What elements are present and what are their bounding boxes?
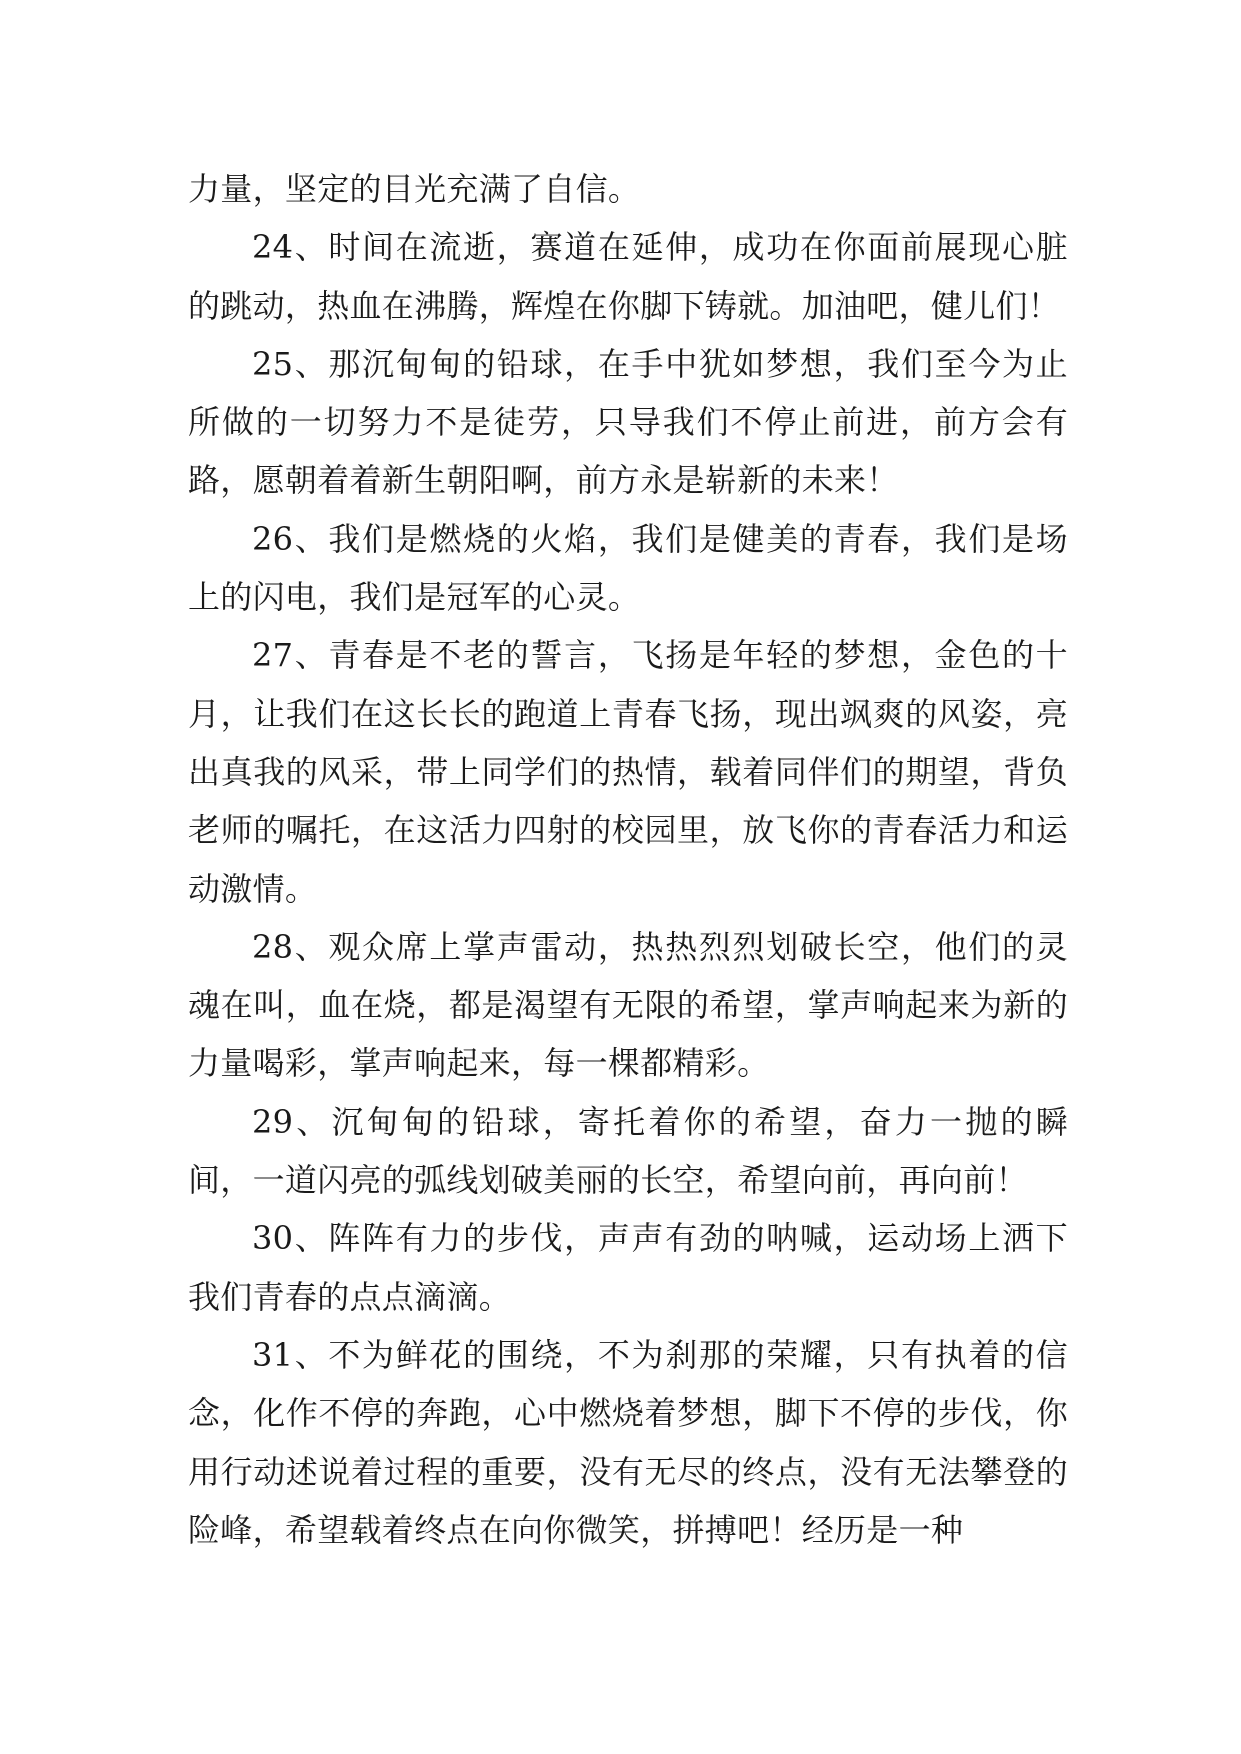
paragraph-27: 27、青春是不老的誓言，飞扬是年轻的梦想，金色的十月，让我们在这长长的跑道上青春飞扬，现出飒爽的风姿，亮出真我的风采，带上同学们的热情，载着同伴们的期望，背负老师的嘱托，在这活力四射的校园里，放飞你的青春活力和运动激情。 <box>188 636 1068 908</box>
paragraph-26: 26、我们是燃烧的火焰，我们是健美的青春，我们是场上的闪电，我们是冠军的心灵。 <box>188 519 1068 617</box>
paragraph-30: 30、阵阵有力的步伐，声声有劲的呐喊，运动场上洒下我们青春的点点滴滴。 <box>188 1219 1068 1316</box>
paragraph-29: 29、沉甸甸的铅球，寄托着你的希望，奋力一抛的瞬间，一道闪亮的弧线划破美丽的长空，希望向前，再向前！ <box>188 1102 1068 1200</box>
document-body <box>188 160 1068 1559</box>
paragraph-continuation: 力量，坚定的目光充满了自信。 <box>188 170 641 208</box>
paragraph-24: 24、时间在流逝，赛道在延伸，成功在你面前展现心脏的跳动，热血在沸腾，辉煌在你脚下铸就。加油吧，健儿们！ <box>188 228 1068 325</box>
paragraph-31: 31、不为鲜花的围绕，不为刹那的荣耀，只有执着的信念，化作不停的奔跑，心中燃烧着梦想，脚下不停的步伐，你用行动述说着过程的重要，没有无尽的终点，没有无法攀登的险峰，希望载着终点在向你微笑，拼搏吧！经历是一种 <box>188 1335 1068 1549</box>
paragraph-25: 25、那沉甸甸的铅球，在手中犹如梦想，我们至今为止所做的一切努力不是徒劳，只导我们不停止前进，前方会有路，愿朝着着新生朝阳啊，前方永是崭新的未来！ <box>188 344 1068 500</box>
paragraph-28: 28、观众席上掌声雷动，热热烈烈划破长空，他们的灵魂在叫，血在烧，都是渴望有无限的希望，掌声响起来为新的力量喝彩，掌声响起来，每一棵都精彩。 <box>188 927 1068 1083</box>
